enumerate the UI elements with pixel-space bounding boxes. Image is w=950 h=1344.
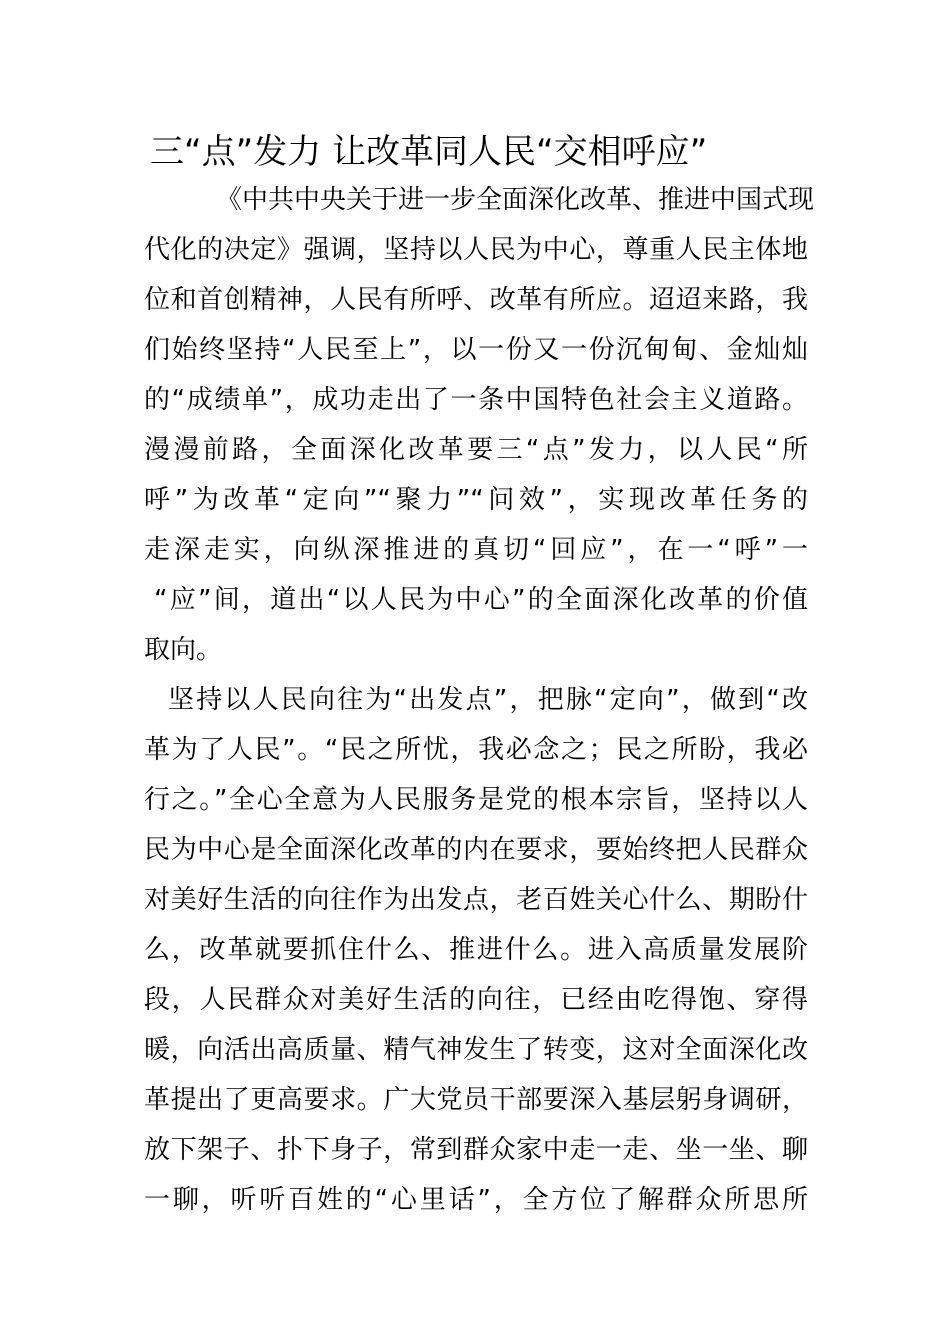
paragraph-2-line: 一聊，听听百姓的“心里话”，全方位了解群众所思所 — [144, 1185, 808, 1215]
document-body — [144, 175, 815, 1225]
paragraph-1-line: 漫漫前路，全面深化改革要三“点”发力，以人民“所 — [144, 435, 808, 465]
paragraph-2-line: 行之。”全心全意为人民服务是党的根本宗旨，坚持以人 — [144, 785, 808, 815]
paragraph-2 — [144, 675, 808, 1225]
paragraph-1-line: 的“成绩单”，成功走出了一条中国特色社会主义道路。 — [144, 385, 808, 415]
paragraph-2-line: 革提出了更高要求。广大党员干部要深入基层躬身调研， — [144, 1085, 808, 1115]
paragraph-2-line: 革为了人民”。“民之所忧，我必念之；民之所盼，我必 — [144, 735, 808, 765]
paragraph-1-line: 《中共中央关于进一步全面深化改革、推进中国式现 — [216, 185, 815, 215]
paragraph-1-line: 取向。 — [144, 635, 223, 665]
paragraph-1-line: 位和首创精神，人民有所呼、改革有所应。迢迢来路，我 — [144, 285, 808, 315]
paragraph-2-line: 么，改革就要抓住什么、推进什么。进入高质量发展阶 — [144, 935, 808, 965]
paragraph-1-line: 们始终坚持“人民至上”，以一份又一份沉甸甸、金灿灿 — [144, 335, 808, 365]
paragraph-1-line: “应”间，道出“以人民为中心”的全面深化改革的价值 — [154, 585, 808, 615]
paragraph-2-line: 段，人民群众对美好生活的向往，已经由吃得饱、穿得 — [144, 985, 808, 1015]
paragraph-2-line: 民为中心是全面深化改革的内在要求，要始终把人民群众 — [144, 835, 808, 865]
paragraph-2-line: 对美好生活的向往作为出发点，老百姓关心什么、期盼什 — [144, 885, 808, 915]
paragraph-1-line: 呼”为改革“定向”“聚力”“问效”，实现改革任务的 — [144, 485, 808, 515]
paragraph-1 — [144, 175, 815, 675]
paragraph-1-line: 走深走实，向纵深推进的真切“回应”，在一“呼”一 — [144, 535, 808, 565]
paragraph-2-line: 放下架子、扑下身子，常到群众家中走一走、坐一坐、聊 — [144, 1135, 808, 1165]
document-title: 三“点”发力 让改革同人民“交相呼应” — [150, 132, 708, 172]
paragraph-2-line: 暖，向活出高质量、精气神发生了转变，这对全面深化改 — [144, 1035, 808, 1065]
paragraph-1-line: 代化的决定》强调，坚持以人民为中心，尊重人民主体地 — [144, 235, 808, 265]
paragraph-2-line: 坚持以人民向往为“出发点”，把脉“定向”，做到“改 — [168, 685, 808, 715]
